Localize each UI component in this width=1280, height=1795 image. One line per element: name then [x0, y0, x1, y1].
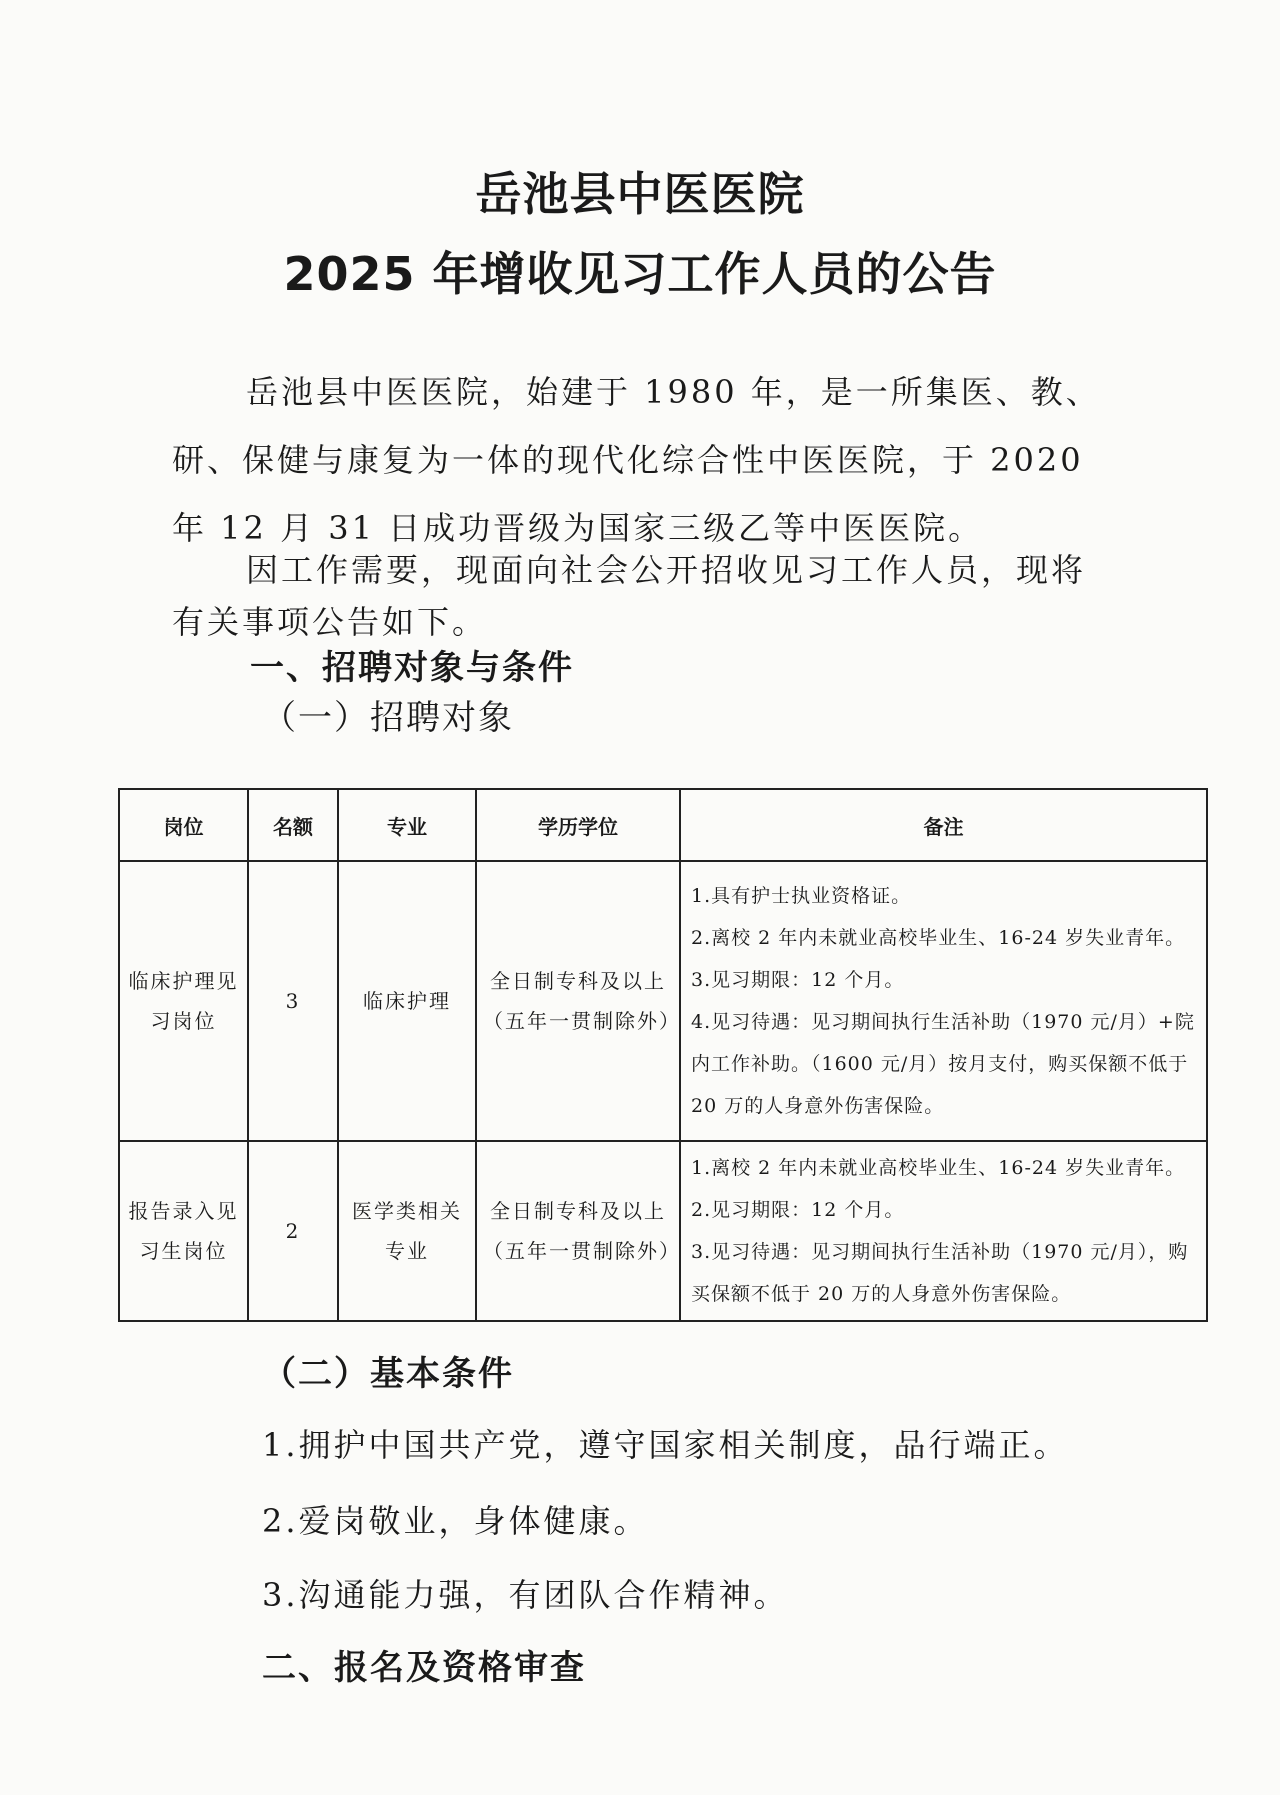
note-line: 3.见习待遇：见习期间执行生活补助（1970 元/月），购买保额不低于 20 万的人身意外伤害保险。 [691, 1241, 1189, 1305]
document-title-line1: 岳池县中医医院 [475, 167, 805, 221]
table-row [119, 1141, 1207, 1321]
cell-quota: 3 [248, 861, 338, 1141]
table-row [119, 861, 1207, 1141]
cell-education: 全日制专科及以上（五年一贯制除外） [476, 861, 680, 1141]
note-line: 4.见习待遇：见习期间执行生活补助（1970 元/月）+院内工作补助。（1600 元/月）按月支付，购买保额不低于 20 万的人身意外伤害保险。 [691, 1011, 1195, 1117]
cell-notes [680, 1141, 1207, 1321]
note-line: 1.离校 2 年内未就业高校毕业生、16-24 岁失业青年。 [691, 1157, 1186, 1179]
intro-paragraph: 岳池县中医医院，始建于 1980 年，是一所集医、教、研、保健与康复为一体的现代化综合性中医医院，于 2020 年 12 月 31 日成功晋级为国家三级乙等中医医院。 [172, 373, 1101, 547]
cell-post: 临床护理见习岗位 [119, 861, 248, 1141]
table-header-row [119, 789, 1207, 861]
recruitment-table [118, 788, 1208, 1322]
note-line: 2.离校 2 年内未就业高校毕业生、16-24 岁失业青年。 [691, 927, 1186, 949]
header-education: 学历学位 [476, 789, 680, 861]
section1-sub2-heading: （二）基本条件 [262, 1354, 514, 1394]
condition-item: 3.沟通能力强，有团队合作精神。 [262, 1576, 789, 1614]
condition-item: 2.爱岗敬业，身体健康。 [262, 1502, 649, 1540]
note-line: 1.具有护士执业资格证。 [691, 885, 912, 907]
section2-heading: 二、报名及资格审查 [262, 1648, 586, 1688]
cell-major: 临床护理 [338, 861, 476, 1141]
header-notes: 备注 [680, 789, 1207, 861]
section1-sub1-heading: （一）招聘对象 [262, 698, 514, 738]
cell-notes [680, 861, 1207, 1141]
header-post: 岗位 [119, 789, 248, 861]
note-line: 3.见习期限：12 个月。 [691, 969, 905, 991]
document-title-line2: 2025 年增收见习工作人员的公告 [283, 247, 997, 301]
header-major: 专业 [338, 789, 476, 861]
cell-major: 医学类相关专业 [338, 1141, 476, 1321]
header-quota: 名额 [248, 789, 338, 861]
condition-item: 1.拥护中国共产党，遵守国家相关制度，品行端正。 [262, 1426, 1069, 1464]
note-line: 2.见习期限：12 个月。 [691, 1199, 905, 1221]
purpose-paragraph: 因工作需要，现面向社会公开招收见习工作人员，现将有关事项公告如下。 [172, 551, 1087, 641]
section1-heading: 一、招聘对象与条件 [250, 648, 574, 688]
cell-education: 全日制专科及以上（五年一贯制除外） [476, 1141, 680, 1321]
cell-post: 报告录入见习生岗位 [119, 1141, 248, 1321]
cell-quota: 2 [248, 1141, 338, 1321]
